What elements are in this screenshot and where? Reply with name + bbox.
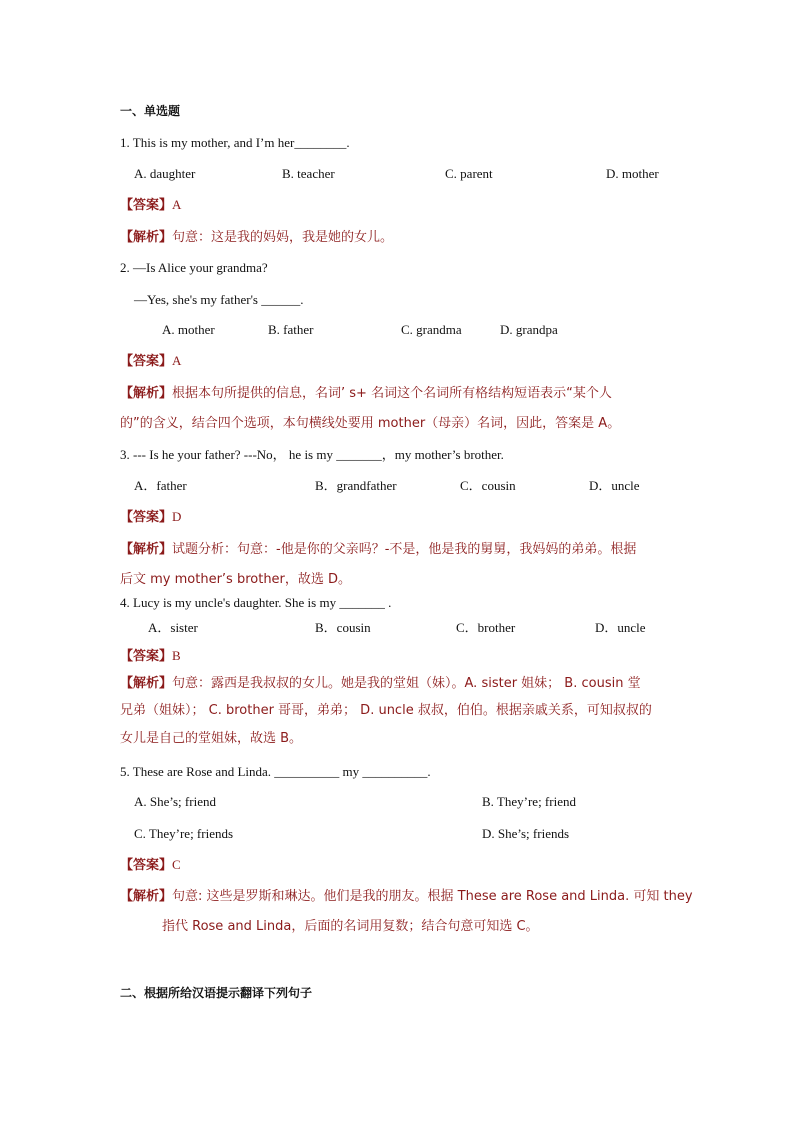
answer-value: B [172,648,181,663]
q5-option-c: C. They’re; friends [134,826,234,841]
q3-analysis-line-2: 后文 my mother’s brother，故选 D。 [120,572,352,587]
answer-value: C [172,857,181,872]
q2-option-d: D. grandpa [500,322,558,337]
q2-stem-2: —Yes, she's my father's ______. [134,292,304,307]
q2-option-b: B. father [268,322,314,337]
answer-value: D [172,509,182,524]
q3-stem: 3. --- Is he your father? ---No， he is my _______，my mother’s brother. [120,447,504,462]
q5-option-d: D. She’s; friends [482,826,570,841]
answer-value: A [172,353,182,368]
q3-analysis [120,539,636,560]
analysis-text: 句意：露西是我叔叔的女儿。她是我的堂姐（妹）。A. sister 姐妹； B. cousin 堂 [172,676,641,691]
q1-option-d: D. mother [606,166,659,181]
q2-analysis [120,383,612,404]
q3-answer [120,507,181,528]
q2-option-c: C. grandma [401,322,462,337]
q3-option-d: D．uncle [589,478,640,493]
q4-answer [120,646,181,667]
q3-option-b: B．grandfather [315,478,397,493]
analysis-label: 【解析】 [120,889,173,904]
analysis-label: 【解析】 [120,386,173,401]
q4-analysis-line-3: 女儿是自己的堂姐妹，故选 B。 [120,731,303,746]
q1-analysis [120,227,393,248]
q3-option-c: C．cousin [460,478,516,493]
answer-label: 【答案】 [120,354,173,369]
answer-label: 【答案】 [120,649,173,664]
section-1-title: 一、单选题 [120,104,181,118]
q5-option-a: A. She’s; friend [134,794,216,809]
q1-option-c: C. parent [445,166,493,181]
q2-analysis-line-2: 的”的含义，结合四个选项，本句横线处要用 mother（母亲）名词，因此，答案是 A。 [120,416,621,431]
answer-label: 【答案】 [120,198,173,213]
q1-answer [120,195,181,216]
q5-analysis-line-2: 指代 Rose and Linda，后面的名词用复数；结合句意可知选 C。 [162,919,539,934]
analysis-label: 【解析】 [120,542,173,557]
q4-option-a: A．sister [148,620,198,635]
q4-analysis [120,673,641,694]
analysis-text: 句意：这是我的妈妈，我是她的女儿。 [172,230,394,245]
analysis-text: 句意: 这些是罗斯和琳达。他们是我的朋友。根据 These are Rose and Linda. 可知 they [172,889,693,904]
q4-option-c: C．brother [456,620,516,635]
analysis-label: 【解析】 [120,676,173,691]
section-2-title: 二、根据所给汉语提示翻译下列句子 [120,986,313,1000]
analysis-text: 根据本句所提供的信息，名词’ s+ 名词这个名词所有格结构短语表示“某个人 [172,386,612,401]
answer-label: 【答案】 [120,858,173,873]
q2-option-a: A. mother [162,322,215,337]
q1-option-a: A. daughter [134,166,196,181]
q5-analysis [120,886,693,907]
q2-answer [120,351,181,372]
answer-value: A [172,197,182,212]
answer-label: 【答案】 [120,510,173,525]
q5-stem: 5. These are Rose and Linda. __________ my __________. [120,764,431,779]
q1-option-b: B. teacher [282,166,335,181]
analysis-label: 【解析】 [120,230,173,245]
q4-stem: 4. Lucy is my uncle's daughter. She is my _______ . [120,595,392,610]
q3-option-a: A．father [134,478,187,493]
q4-option-b: B．cousin [315,620,371,635]
q2-stem-1: 2. —Is Alice your grandma? [120,260,268,275]
q4-analysis-line-2: 兄弟（姐妹）； C. brother 哥哥，弟弟； D. uncle 叔叔，伯伯。根据亲戚关系，可知叔叔的 [120,703,652,718]
q5-answer [120,855,181,876]
analysis-text: 试题分析：句意：-他是你的父亲吗？-不是，他是我的舅舅，我妈妈的弟弟。根据 [172,542,637,557]
q4-option-d: D．uncle [595,620,646,635]
q5-option-b: B. They’re; friend [482,794,576,809]
q1-stem: 1. This is my mother, and I’m her________. [120,135,350,150]
